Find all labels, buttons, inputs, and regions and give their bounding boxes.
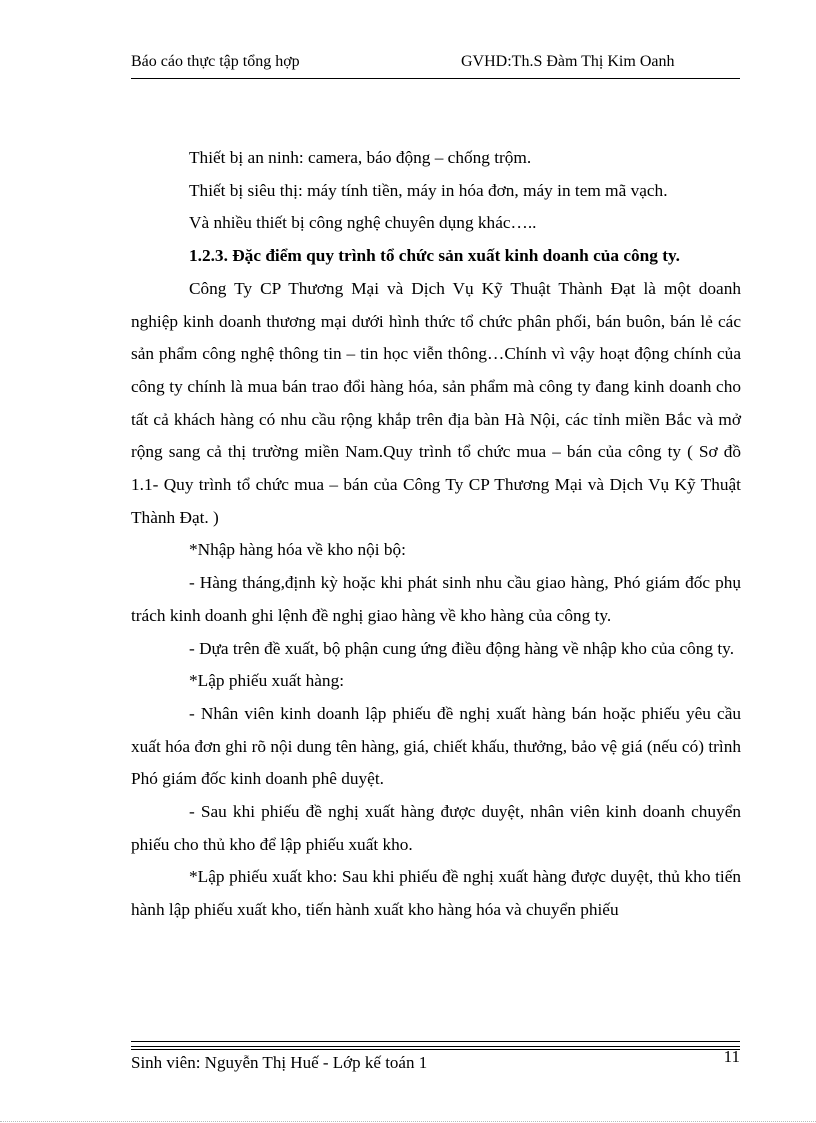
- paragraph-warehouse-slip: *Lập phiếu xuất kho: Sau khi phiếu đề nghị xuất hàng được duyệt, thủ kho tiến hành lập phiếu xuất kho, tiến hành xuất kho hàng hóa và chuyển phiếu: [131, 867, 741, 920]
- header-supervisor: GVHD:Th.S Đàm Thị Kim Oanh: [461, 53, 675, 70]
- footer-divider-under: [131, 1049, 740, 1050]
- section-heading: 1.2.3. Đặc điểm quy trình tổ chức sản xuất kinh doanh của công ty.: [189, 246, 680, 266]
- page-header: [131, 52, 740, 76]
- page-bottom-edge: [0, 1121, 816, 1122]
- header-divider: [131, 78, 740, 79]
- paragraph-supermarket-devices: Thiết bị siêu thị: máy tính tiền, máy in hóa đơn, máy in tem mã vạch.: [189, 180, 668, 200]
- footer-student-info: Sinh viên: Nguyễn Thị Huế - Lớp kế toán 1: [131, 1053, 428, 1072]
- paragraph-import-goods: *Nhập hàng hóa về kho nội bộ:: [189, 540, 406, 560]
- page-number: 11: [723, 1047, 740, 1066]
- paragraph-security-devices: Thiết bị an ninh: camera, báo động – chống trộm.: [189, 148, 532, 167]
- paragraph-approved-request: - Sau khi phiếu đề nghị xuất hàng được duyệt, nhân viên kinh doanh chuyển phiếu cho thủ kho để lập phiếu xuất kho.: [131, 802, 741, 854]
- paragraph-export-slip: *Lập phiếu xuất hàng:: [189, 671, 345, 691]
- paragraph-other-devices: Và nhiều thiết bị công nghệ chuyên dụng khác…..: [189, 213, 537, 233]
- footer-divider: [131, 1041, 740, 1047]
- body-text: [131, 142, 741, 927]
- header-report-title: Báo cáo thực tập tổng hợp: [131, 53, 300, 70]
- paragraph-company-overview: Công Ty CP Thương Mại và Dịch Vụ Kỹ Thuật Thành Đạt là một doanh nghiệp kinh doanh thương mại dưới hình thức tổ chức phân phối, bán buôn, bán lẻ các sản phẩm công nghệ thông tin – tin học viễn thông…Chính vì vậy hoạt động chính của công ty chính là mua bán trao đổi hàng hóa, sản phẩm mà công ty đang kinh doanh cho tất cả khách hàng có nhu cầu rộng khắp trên địa bàn Hà Nội, các tỉnh miền Bắc và mở rộng sang cả thị trường miền Nam.Quy trình tổ chức mua – bán của công ty ( Sơ đồ 1.1- Quy trình tổ chức mua – bán của Công Ty CP Thương Mại và Dịch Vụ Kỹ Thuật Thành Đạt. ): [131, 278, 741, 527]
- paragraph-monthly-delivery: - Hàng tháng,định kỳ hoặc khi phát sinh nhu cầu giao hàng, Phó giám đốc phụ trách kinh doanh ghi lệnh đề nghị giao hàng về kho hàng của công ty.: [131, 573, 741, 625]
- paragraph-sales-request: - Nhân viên kinh doanh lập phiếu đề nghị xuất hàng bán hoặc phiếu yêu cầu xuất hóa đơn ghi rõ nội dung tên hàng, giá, chiết khấu, thưởng, bảo vệ giá (nếu có) trình Phó giám đốc kinh doanh phê duyệt.: [131, 703, 741, 789]
- paragraph-supply-department: - Dựa trên đề xuất, bộ phận cung ứng điều động hàng về nhập kho của công ty.: [189, 638, 735, 658]
